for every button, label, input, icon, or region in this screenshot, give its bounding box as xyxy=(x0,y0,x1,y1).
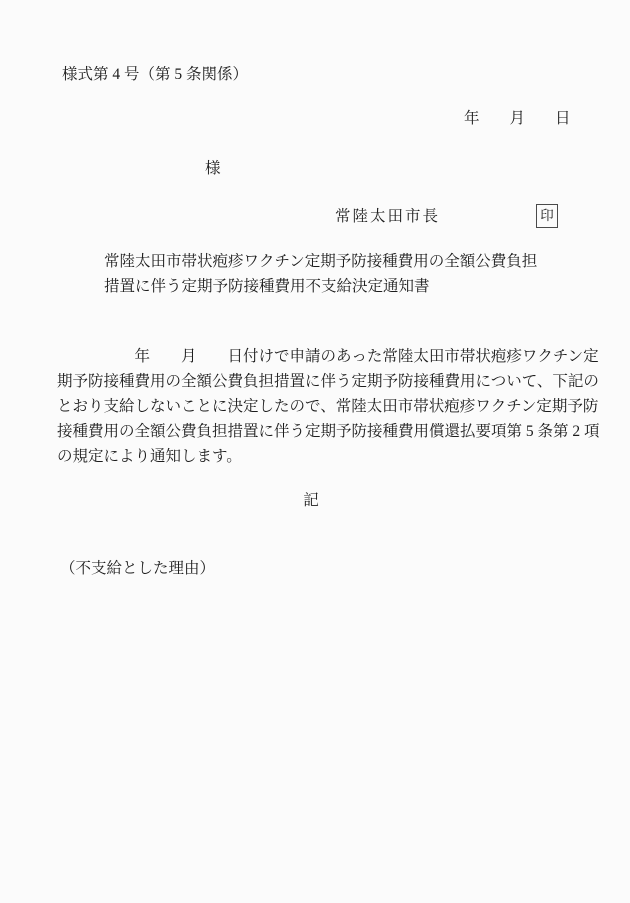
document-title-line2: 措置に伴う定期予防接種費用不支給決定通知書 xyxy=(104,278,430,295)
reason-label: （不支給とした理由） xyxy=(60,560,216,577)
body-line: の規定により通知します。 xyxy=(57,448,242,465)
addressee-honorific: 様 xyxy=(205,160,221,177)
document-title-line1: 常陸太田市帯状疱疹ワクチン定期予防接種費用の全額公費負担 xyxy=(104,253,538,270)
record-marker: 記 xyxy=(303,492,319,509)
date-line xyxy=(464,106,571,131)
document-title xyxy=(104,249,537,299)
body-line: 年 月 日付けで申請のあった常陸太田市帯状疱疹ワクチン定 xyxy=(57,348,599,365)
date-month-label: 月 xyxy=(509,110,526,127)
seal-box xyxy=(536,204,558,228)
sender-title: 常陸太田市長 xyxy=(335,208,441,225)
form-number: 様式第 4 号（第 5 条関係） xyxy=(62,66,249,83)
body-line: 接種費用の全額公費負担措置に伴う定期予防接種費用償還払要項第 5 条第 2 項 xyxy=(57,423,600,440)
body-line: とおり支給しないことに決定したので、常陸太田市帯状疱疹ワクチン定期予防 xyxy=(57,398,599,415)
body-line: 期予防接種費用の全額公費負担措置に伴う定期予防接種費用について、下記の xyxy=(57,373,599,390)
date-year-label: 年 xyxy=(464,110,480,127)
date-day-label: 日 xyxy=(555,110,571,127)
seal-label: 印 xyxy=(540,208,554,224)
body-paragraph xyxy=(57,344,602,469)
